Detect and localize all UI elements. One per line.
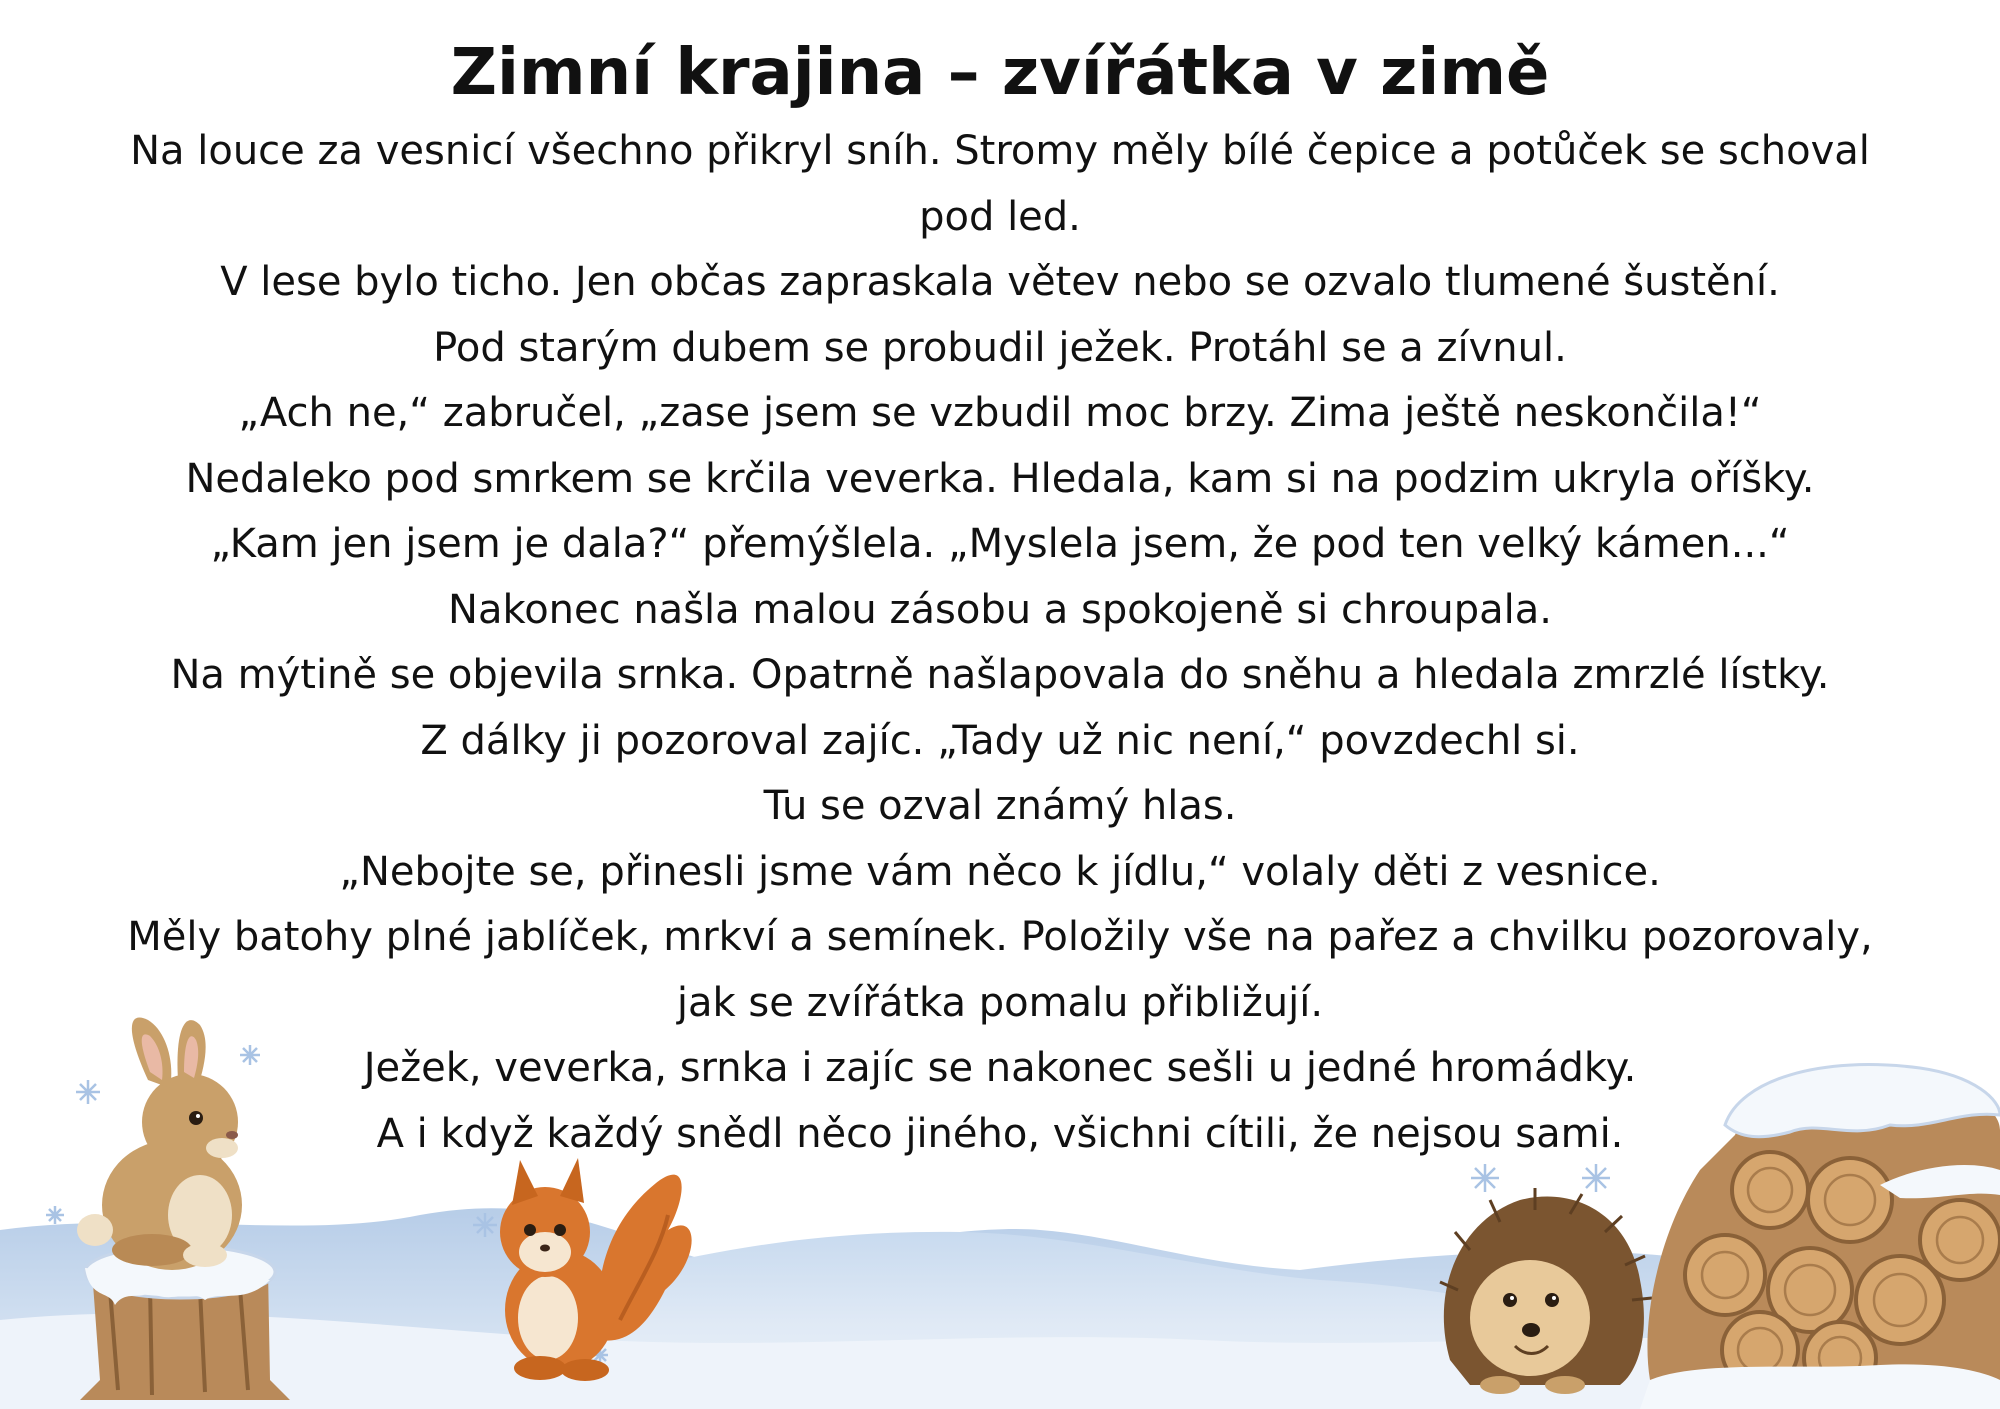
story-line: jak se zvířátka pomalu přibližují. [676, 979, 1324, 1026]
story-line: Pod starým dubem se probudil ježek. Protáhl se a zívnul. [433, 324, 1567, 371]
story-line: Na louce za vesnicí všechno přikryl sníh. Stromy měly bílé čepice a potůček se schoval [130, 128, 1870, 174]
story-line: Ježek, veverka, srnka i zajíc se nakonec sešli u jedné hromádky. [363, 1045, 1637, 1091]
tree-stump-icon [80, 1246, 290, 1400]
story-line: Nakonec našla malou zásobu a spokojeně si chroupala. [448, 586, 1552, 633]
story-text [0, 119, 2000, 1167]
hedgehog-icon [1440, 1188, 1652, 1394]
story-line: Tu se ozval známý hlas. [763, 783, 1237, 829]
story-line: Z dálky ji pozoroval zajíc. „Tady už nic není,“ povzdechl si. [420, 717, 1580, 764]
story-line: „Ach ne,“ zabručel, „zase jsem se vzbudil moc brzy. Zima ještě neskončila!“ [238, 390, 1762, 436]
story-line: pod led. [919, 193, 1081, 240]
story-line: Měly batohy plné jablíček, mrkví a semínek. Položily vše na pařez a chvilku pozorovaly, [127, 914, 1873, 960]
story-line: Na mýtině se objevila srnka. Opatrně našlapovala do sněhu a hledala zmrzlé lístky. [170, 652, 1830, 698]
story-line: „Kam jen jsem je dala?“ přemýšlela. „Myslela jsem, že pod ten velký kámen...“ [210, 521, 1790, 567]
story-line: A i když každý snědl něco jiného, všichni cítili, že nejsou sami. [376, 1110, 1624, 1157]
page-title: Zimní krajina – zvířátka v zimě [450, 36, 1550, 110]
story-line: V lese bylo ticho. Jen občas zapraskala větev nebo se ozvalo tlumené šustění. [220, 259, 1780, 305]
story-line: „Nebojte se, přinesli jsme vám něco k jídlu,“ volaly děti z vesnice. [339, 848, 1661, 895]
story-line: Nedaleko pod smrkem se krčila veverka. Hledala, kam si na podzim ukryla oříšky. [185, 455, 1815, 502]
